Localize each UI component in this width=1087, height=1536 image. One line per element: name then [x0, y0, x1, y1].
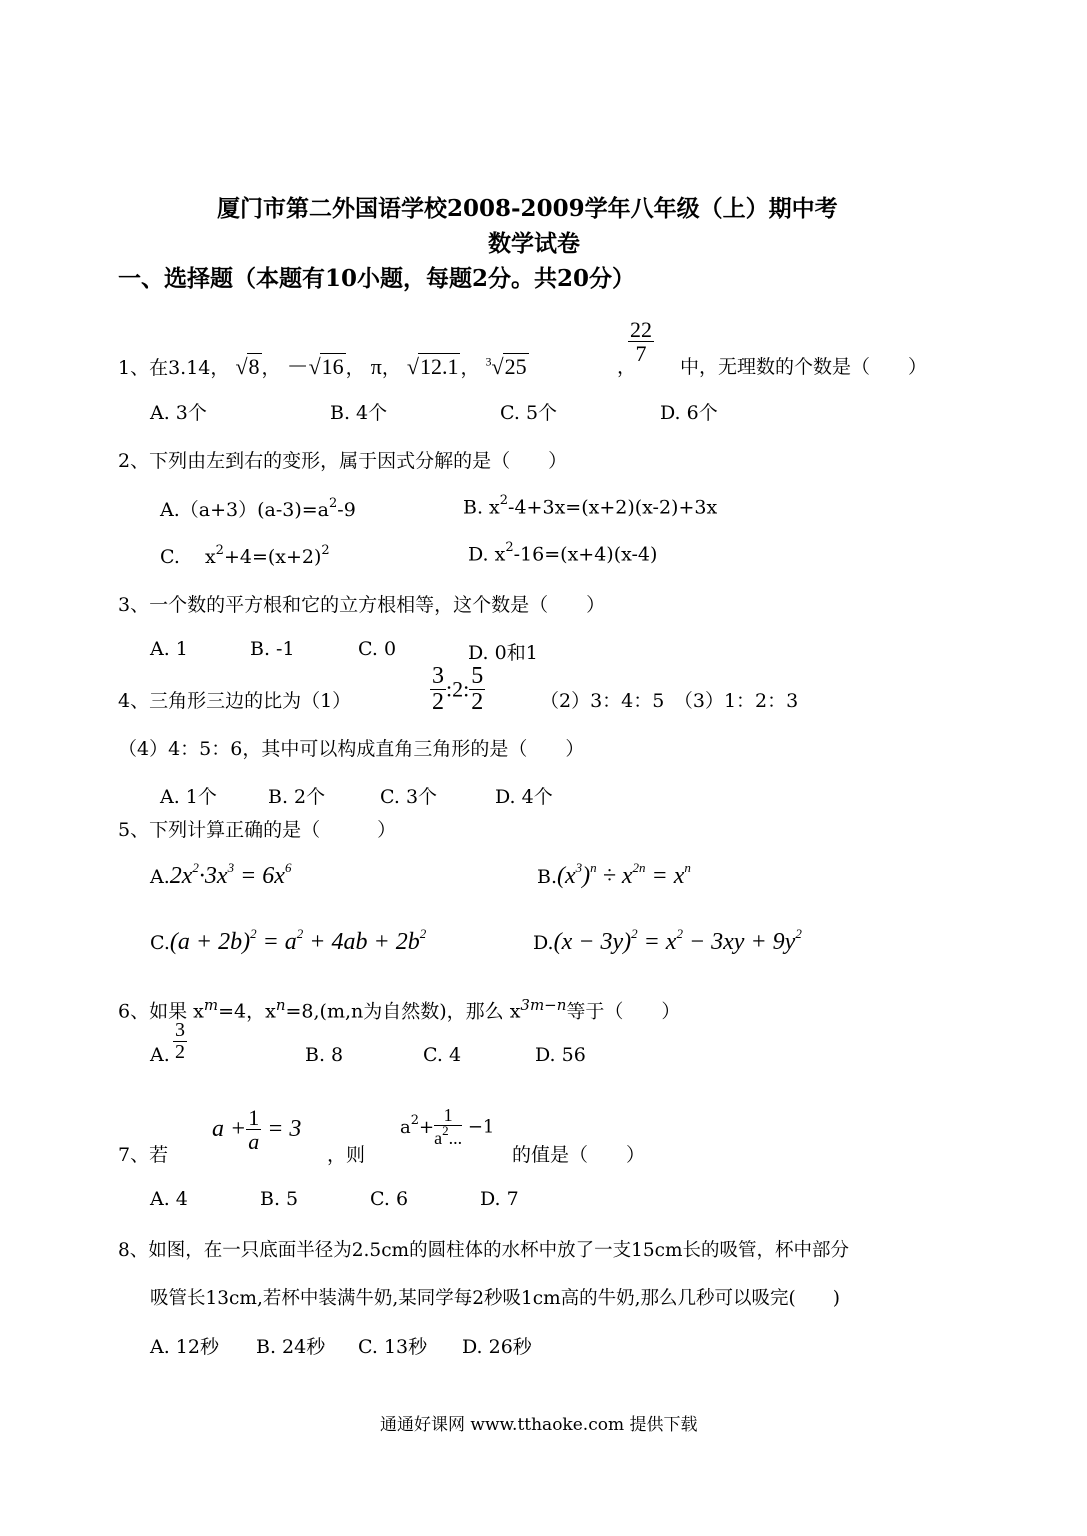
q4-option-d: D. 4个 [495, 786, 553, 808]
q1-tail: 中，无理数的个数是（ ） [680, 356, 928, 378]
q7-option-a: A. 4 [150, 1188, 188, 1210]
footer-credit: 通通好课网 www.tthaoke.com 提供下载 [380, 1415, 698, 1435]
q8-option-b: B. 24秒 [256, 1336, 326, 1358]
q3-option-a: A. 1 [150, 638, 188, 660]
q8-option-d: D. 26秒 [462, 1336, 532, 1358]
pi-symbol: π [370, 354, 382, 379]
question-2: 2、下列由左到右的变形，属于因式分解的是（ ） [118, 450, 568, 472]
q5-option-c: $C.(a + 2b)^2 = a^2 + 4ab + 2b^2$ [150, 926, 427, 955]
fraction-3-2: $\frac{3}{2}$ [432, 663, 444, 716]
q2-option-a: $A.(a+3)(a-3)=a^2-9$ [160, 495, 356, 521]
q6-option-c: C. 4 [423, 1044, 462, 1066]
q5-option-b: $B.(x^3)^n \div x^{2n} = x^n$ [537, 860, 691, 889]
comma: ， [617, 356, 637, 378]
fraction-22-7: $\frac{22}{7}$ [630, 317, 652, 367]
q6-option-d: D. 56 [535, 1044, 586, 1066]
q7-option-c: C. 6 [370, 1188, 409, 1210]
fraction-5-2: $\frac{5}{2}$ [471, 663, 484, 716]
q7-option-b: B. 5 [260, 1188, 299, 1210]
q1-option-b: B. 4个 [330, 402, 388, 424]
q1-option-d: D. 6个 [660, 402, 718, 424]
section-heading: 一、选择题（本题有10小题，每题2分。共20分） [118, 265, 636, 292]
question-3: 3、一个数的平方根和它的立方根相等，这个数是（ ） [118, 594, 606, 616]
q3-option-b: B. -1 [250, 638, 295, 660]
q3-option-d: D. 0和1 [468, 642, 538, 664]
question-8-line1: 8、如图，在一只底面半径为2.5cm的圆柱体的水杯中放了一支15cm长的吸管，杯中部分 [118, 1240, 850, 1261]
q4-ratios: （2）3：4：5 （3）1：2：3 [540, 690, 799, 712]
q5-option-d: $D.(x - 3y)^2 = x^2 - 3xy + 9y^2$ [533, 926, 802, 955]
cbrt-25: $^3$√25 [485, 354, 527, 379]
q6-option-b: B. 8 [305, 1044, 344, 1066]
q1-option-a: A. 3个 [150, 402, 207, 424]
minus-sign: － [286, 354, 309, 379]
page-subtitle: 数学试卷 [488, 230, 580, 257]
sqrt-12-1: √12.1 [406, 354, 459, 379]
q7-tail: 的值是（ ） [512, 1144, 646, 1166]
q8-option-c: C. 13秒 [358, 1336, 428, 1358]
q3-option-c: C. 0 [358, 638, 397, 660]
q7-option-d: D. 7 [480, 1188, 519, 1210]
page-title: 厦门市第二外国语学校2008-2009学年八年级（上）期中考 [217, 195, 838, 222]
q4-option-c: C. 3个 [380, 786, 438, 808]
fraction-3-2-answer: $\frac{3}{2}$ [175, 1019, 185, 1063]
question-1: 1、在3.14， √8 ， －√16 ， π， √12.1 ， $^3$√25 [118, 354, 527, 379]
question-7: 7、若 [118, 1144, 169, 1166]
question-5: 5、下列计算正确的是（ ） [118, 819, 397, 841]
sqrt-16: √16 [308, 354, 344, 379]
q4-line2: （4）4：5：6，其中可以构成直角三角形的是（ ） [118, 738, 585, 760]
equation-a-plus-1-over-a: a + $\frac{1}{a}$ = 3 [212, 1105, 302, 1155]
q2-option-c: C. $x^2+4=(x+2)^2$ [160, 542, 330, 568]
sqrt-8: √8 [235, 354, 260, 379]
question-6: 6、如果 $x^m=4$，$x^n=8,(m,n$为自然数)，那么 $x^{3m-n}$等于（ ） [118, 996, 681, 1023]
q2-option-d: D. $x^2-16=(x+4)(x-4)$ [468, 540, 658, 566]
expression-a2-plus: $a^2+$ $\frac{1}{a^2...}$ −1 [400, 1105, 495, 1148]
q2-option-b: B. $x^2-4+3x=(x+2)(x-2)+3x$ [463, 493, 718, 519]
q1-prefix: 1、在3.14， [118, 357, 230, 379]
ratio-expression: $\frac{3}{2}$ :2: $\frac{5}{2}$ [432, 663, 484, 716]
q1-option-c: C. 5个 [500, 402, 558, 424]
question-8-line2: 吸管长13cm,若杯中装满牛奶,某同学每2秒吸1cm高的牛奶,那么几秒可以吸完( ) [150, 1288, 840, 1309]
q4-option-b: B. 2个 [268, 786, 326, 808]
q5-option-a: $A.2x^2\cdot 3x^3 = 6x^6$ [150, 860, 292, 889]
q4-option-a: A. 1个 [160, 786, 217, 808]
q7-then: ，则 [327, 1144, 366, 1166]
question-4: 4、三角形三边的比为（1） [118, 690, 352, 712]
q8-option-a: A. 12秒 [150, 1336, 219, 1358]
q6-option-a-label: A. [150, 1044, 170, 1066]
